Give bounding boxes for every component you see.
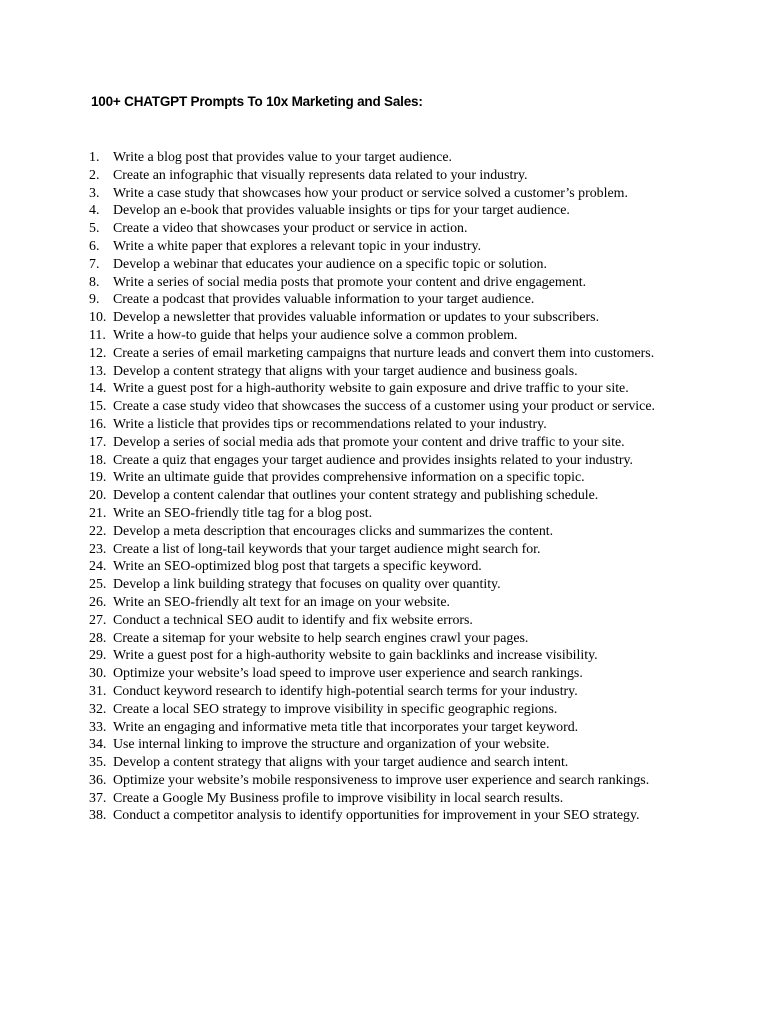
list-item-text: Conduct a competitor analysis to identify opportunities for improvement in your SEO strategy.	[113, 808, 640, 824]
list-item-number: 12.	[89, 345, 107, 361]
list-item-number: 31.	[89, 683, 107, 699]
list-item-text: Conduct a technical SEO audit to identify and fix website errors.	[113, 612, 473, 628]
list-item-text: Write a how-to guide that helps your audience solve a common problem.	[113, 327, 518, 343]
list-item-text: Optimize your website’s mobile responsiveness to improve user experience and search rankings.	[113, 772, 650, 788]
list-item	[89, 238, 689, 256]
list-item	[89, 434, 689, 452]
list-item-text: Develop a newsletter that provides valuable information or updates to your subscribers.	[113, 310, 600, 326]
list-item	[89, 185, 689, 203]
list-item-number: 38.	[89, 808, 107, 824]
list-item-text: Write an SEO-optimized blog post that targets a specific keyword.	[113, 559, 482, 575]
list-item-text: Create a Google My Business profile to improve visibility in local search results.	[113, 790, 564, 806]
list-item	[89, 291, 689, 309]
list-item-number: 37.	[89, 790, 107, 806]
list-item	[89, 380, 689, 398]
list-item-text: Create a sitemap for your website to help search engines crawl your pages.	[113, 630, 529, 646]
list-item-text: Optimize your website’s load speed to improve user experience and search rankings.	[113, 666, 583, 682]
list-item	[89, 345, 689, 363]
list-item-text: Write a white paper that explores a relevant topic in your industry.	[113, 238, 482, 254]
list-item-text: Develop a content strategy that aligns with your target audience and search intent.	[113, 755, 569, 771]
list-item-number: 16.	[89, 416, 107, 432]
list-item	[89, 754, 689, 772]
list-item-text: Create a list of long-tail keywords that your target audience might search for.	[113, 541, 541, 557]
list-item	[89, 701, 689, 719]
list-item-text: Develop a series of social media ads that promote your content and drive traffic to your site.	[113, 434, 625, 450]
list-item	[89, 594, 689, 612]
list-item	[89, 487, 689, 505]
list-item-text: Write a blog post that provides value to your target audience.	[113, 150, 453, 165]
list-item	[89, 647, 689, 665]
list-item-text: Create a quiz that engages your target audience and provides insights related to your industry.	[113, 452, 633, 468]
list-item	[89, 202, 689, 220]
list-item-number: 20.	[89, 488, 107, 504]
list-item-text: Develop a content strategy that aligns with your target audience and business goals.	[113, 363, 578, 379]
list-item	[89, 469, 689, 487]
list-item-number: 5.	[89, 221, 100, 237]
prompt-list	[89, 149, 689, 825]
list-item-text: Create a local SEO strategy to improve visibility in specific geographic regions.	[113, 701, 558, 717]
list-item-number: 14.	[89, 381, 107, 397]
list-item	[89, 416, 689, 434]
list-item	[89, 505, 689, 523]
list-item	[89, 220, 689, 238]
list-item-number: 19.	[89, 470, 107, 486]
list-item-number: 33.	[89, 719, 107, 735]
list-item-number: 25.	[89, 577, 107, 593]
list-item-number: 2.	[89, 167, 100, 183]
list-item-number: 15.	[89, 399, 107, 415]
list-item-text: Write a listicle that provides tips or recommendations related to your industry.	[113, 416, 547, 432]
list-item-number: 30.	[89, 666, 107, 682]
list-item-text: Use internal linking to improve the structure and organization of your website.	[113, 737, 550, 753]
list-item-number: 32.	[89, 701, 107, 717]
list-item-text: Create a series of email marketing campaigns that nurture leads and convert them into customers.	[113, 345, 655, 361]
list-item	[89, 807, 689, 825]
list-item-number: 6.	[89, 238, 100, 254]
list-item-text: Conduct keyword research to identify high-potential search terms for your industry.	[113, 683, 578, 699]
list-item-text: Create a podcast that provides valuable information to your target audience.	[113, 292, 535, 308]
list-item	[89, 790, 689, 808]
list-item-number: 23.	[89, 541, 107, 557]
list-item-text: Create a case study video that showcases the success of a customer using your product or service.	[113, 399, 655, 415]
list-item-text: Write an engaging and informative meta title that incorporates your target keyword.	[113, 719, 579, 735]
list-item-text: Write an SEO-friendly alt text for an image on your website.	[113, 594, 450, 610]
list-item	[89, 309, 689, 327]
list-item	[89, 256, 689, 274]
list-item-number: 35.	[89, 755, 107, 771]
list-item-text: Develop a content calendar that outlines your content strategy and publishing schedule.	[113, 488, 599, 504]
list-item-text: Develop an e-book that provides valuable insights or tips for your target audience.	[113, 203, 570, 219]
list-item-text: Create an infographic that visually represents data related to your industry.	[113, 167, 528, 183]
list-item-number: 28.	[89, 630, 107, 646]
list-item	[89, 612, 689, 630]
list-item	[89, 327, 689, 345]
list-item	[89, 665, 689, 683]
list-item-number: 27.	[89, 612, 107, 628]
list-item	[89, 398, 689, 416]
list-item	[89, 363, 689, 381]
list-item-text: Write a series of social media posts that promote your content and drive engagement.	[113, 274, 587, 290]
list-item-number: 36.	[89, 772, 107, 788]
list-item-text: Write a guest post for a high-authority website to gain exposure and drive traffic to your site.	[113, 381, 629, 397]
list-item-number: 24.	[89, 559, 107, 575]
list-item-number: 10.	[89, 310, 107, 326]
list-item-text: Develop a webinar that educates your audience on a specific topic or solution.	[113, 256, 547, 272]
list-item-number: 18.	[89, 452, 107, 468]
list-item-number: 13.	[89, 363, 107, 379]
list-item-text: Write an SEO-friendly title tag for a blog post.	[113, 505, 373, 521]
list-item-text: Develop a link building strategy that focuses on quality over quantity.	[113, 577, 501, 593]
list-item-number: 8.	[89, 274, 100, 290]
list-item-text: Write an ultimate guide that provides comprehensive information on a specific topic.	[113, 470, 585, 486]
list-item-number: 34.	[89, 737, 107, 753]
list-item	[89, 541, 689, 559]
list-item	[89, 149, 689, 167]
list-item-number: 11.	[89, 327, 106, 343]
document-title: 100+ CHATGPT Prompts To 10x Marketing and Sales:	[91, 94, 423, 109]
list-item	[89, 452, 689, 470]
list-item	[89, 167, 689, 185]
list-item-text: Develop a meta description that encourages clicks and summarizes the content.	[113, 523, 554, 539]
list-item-number: 9.	[89, 292, 100, 308]
list-item	[89, 558, 689, 576]
list-item-number: 26.	[89, 594, 107, 610]
list-item	[89, 630, 689, 648]
list-item-number: 22.	[89, 523, 107, 539]
list-item-number: 21.	[89, 505, 107, 521]
list-item	[89, 683, 689, 701]
list-item-number: 3.	[89, 185, 100, 201]
list-item	[89, 736, 689, 754]
list-item-text: Write a guest post for a high-authority website to gain backlinks and increase visibility.	[113, 648, 598, 664]
list-item	[89, 719, 689, 737]
list-item-number: 4.	[89, 203, 100, 219]
list-item	[89, 523, 689, 541]
list-item	[89, 576, 689, 594]
list-item-text: Write a case study that showcases how your product or service solved a customer’s problem.	[113, 185, 628, 201]
list-item-text: Create a video that showcases your product or service in action.	[113, 221, 468, 237]
list-item-number: 29.	[89, 648, 107, 664]
list-item	[89, 274, 689, 292]
list-item-number: 17.	[89, 434, 107, 450]
list-item-number: 7.	[89, 256, 100, 272]
list-item-number: 1.	[89, 150, 100, 165]
list-item	[89, 772, 689, 790]
